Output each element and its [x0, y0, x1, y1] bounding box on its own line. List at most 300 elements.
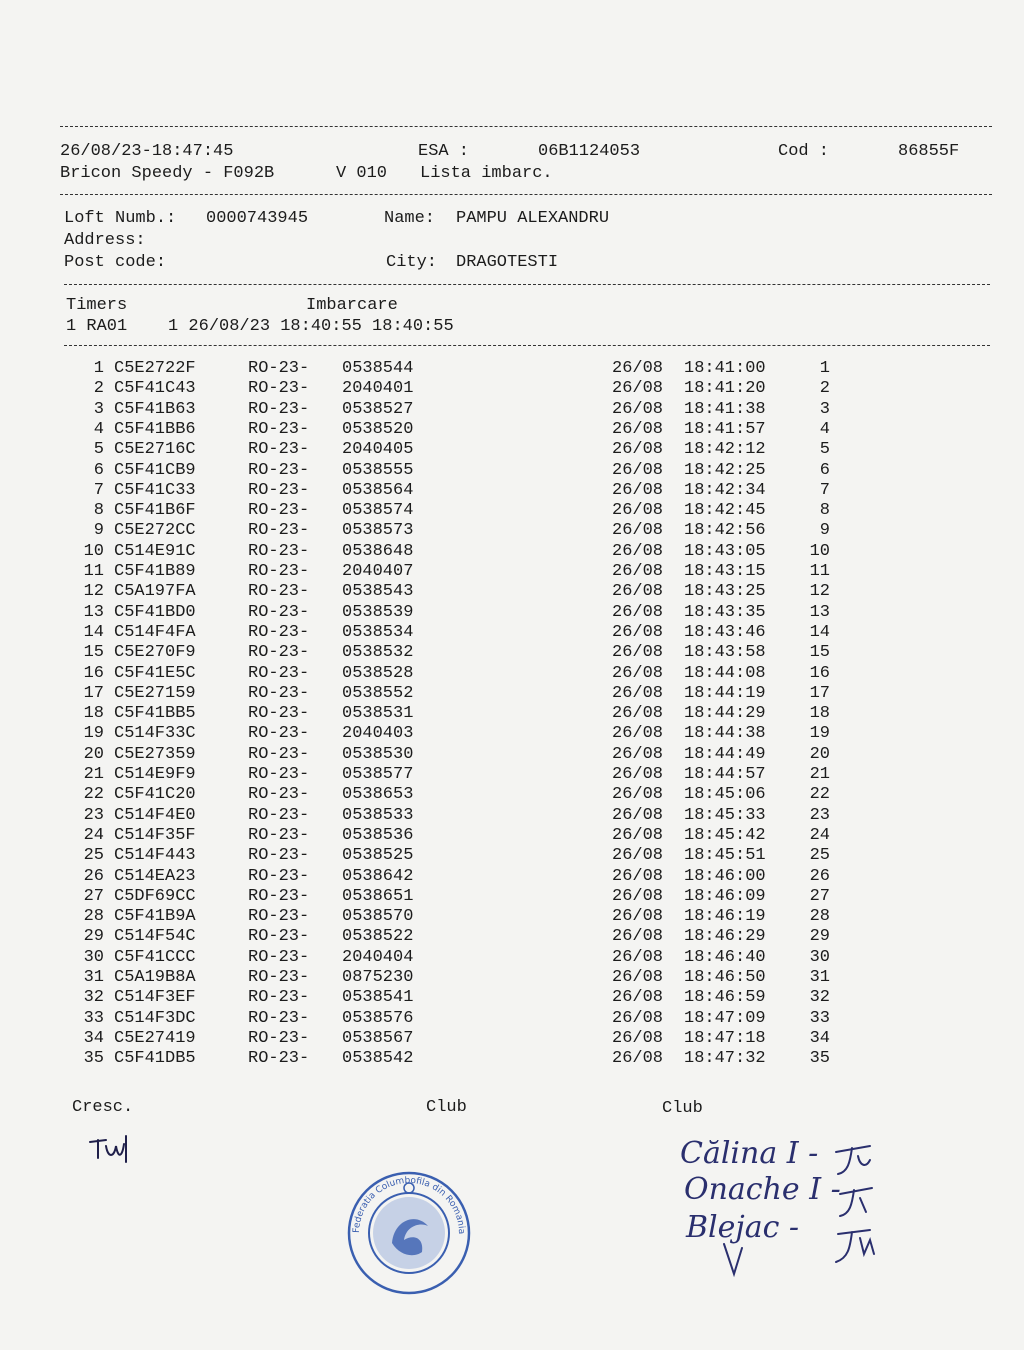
cell-num: 0538542: [342, 1049, 414, 1069]
table-row: [0, 420, 1024, 440]
cell-pos: 6: [819, 460, 830, 480]
cell-idx: 5: [93, 440, 104, 460]
table-row: [0, 1049, 1024, 1069]
cell-pos: 17: [809, 683, 830, 703]
cell-ring: RO-23-: [248, 541, 310, 561]
cell-date: 26/08: [612, 744, 664, 764]
cell-ring: RO-23-: [248, 501, 310, 521]
breeder-signature: [86, 1132, 146, 1172]
cell-num: 0538555: [342, 460, 414, 480]
cell-idx: 24: [83, 825, 104, 845]
cell-idx: 15: [83, 643, 104, 663]
cell-ring: RO-23-: [248, 1049, 310, 1069]
cell-pos: 3: [819, 399, 830, 419]
cell-time: 18:46:59: [684, 988, 766, 1008]
cell-pos: 16: [809, 663, 830, 683]
table-row: [0, 887, 1024, 907]
cell-code: C5F41E5C: [114, 663, 196, 683]
cod-value: 86855F: [898, 142, 960, 161]
cell-code: C5F41C33: [114, 480, 196, 500]
table-row: [0, 745, 1024, 765]
cell-time: 18:44:29: [684, 704, 766, 724]
cell-num: 0538552: [342, 683, 414, 703]
cell-code: C5F41BD0: [114, 602, 196, 622]
cell-ring: RO-23-: [248, 846, 310, 866]
cell-num: 0538570: [342, 907, 414, 927]
cell-time: 18:44:19: [684, 683, 766, 703]
cell-num: 0538642: [342, 866, 414, 886]
cell-num: 0538520: [342, 419, 414, 439]
cell-code: C5E272CC: [114, 521, 196, 541]
table-row: [0, 501, 1024, 521]
cell-num: 0538530: [342, 744, 414, 764]
cell-num: 0538534: [342, 622, 414, 642]
cell-time: 18:46:00: [684, 866, 766, 886]
timers-label: Timers: [66, 296, 128, 315]
table-row: [0, 379, 1024, 399]
timer-line: 1 RA01 1 26/08/23 18:40:55 18:40:55: [66, 317, 454, 336]
cell-code: C5F41B63: [114, 399, 196, 419]
cell-num: 0875230: [342, 968, 414, 987]
cell-code: C5A197FA: [114, 582, 196, 602]
divider-owner: [64, 284, 990, 285]
cell-time: 18:44:08: [684, 663, 766, 683]
cell-code: C5F41CB9: [114, 460, 196, 480]
device-version: V 010: [336, 164, 388, 183]
cell-date: 26/08: [612, 846, 664, 866]
cell-idx: 6: [93, 460, 104, 480]
cell-num: 0538567: [342, 1028, 414, 1048]
table-row: [0, 1029, 1024, 1049]
divider-header: [60, 194, 992, 195]
cell-ring: RO-23-: [248, 622, 310, 642]
cell-idx: 27: [83, 886, 104, 906]
cell-num: 0538576: [342, 1008, 414, 1028]
cell-time: 18:41:57: [684, 419, 766, 439]
cell-time: 18:42:56: [684, 521, 766, 541]
cell-ring: RO-23-: [248, 663, 310, 683]
table-row: [0, 684, 1024, 704]
table-row: [0, 846, 1024, 866]
cell-pos: 33: [809, 1008, 830, 1028]
cell-code: C5E2716C: [114, 440, 196, 460]
cell-date: 26/08: [612, 1028, 664, 1048]
handwritten-initials: [830, 1142, 890, 1272]
cell-code: C5F41BB5: [114, 704, 196, 724]
cell-date: 26/08: [612, 379, 664, 399]
table-row: [0, 400, 1024, 420]
cell-idx: 1: [93, 359, 104, 378]
table-row: [0, 968, 1024, 988]
cell-ring: RO-23-: [248, 521, 310, 541]
cell-num: 0538564: [342, 480, 414, 500]
cell-code: C5E2722F: [114, 359, 196, 378]
cell-code: C5F41C43: [114, 379, 196, 399]
cell-num: 0538531: [342, 704, 414, 724]
cell-time: 18:43:15: [684, 562, 766, 581]
cell-code: C514E9F9: [114, 765, 196, 784]
cell-code: C514F54C: [114, 927, 196, 947]
address-label: Address:: [64, 231, 146, 250]
table-row: [0, 988, 1024, 1008]
cell-ring: RO-23-: [248, 886, 310, 906]
cell-date: 26/08: [612, 440, 664, 460]
divider-timers: [64, 345, 990, 346]
cell-ring: RO-23-: [248, 744, 310, 764]
cell-time: 18:41:38: [684, 399, 766, 419]
cell-code: C514F443: [114, 846, 196, 866]
table-row: [0, 704, 1024, 724]
cell-code: C5F41CCC: [114, 947, 196, 967]
cell-ring: RO-23-: [248, 399, 310, 419]
cell-num: 0538527: [342, 399, 414, 419]
cell-date: 26/08: [612, 622, 664, 642]
cod-label: Cod :: [778, 142, 830, 161]
cell-num: 0538651: [342, 886, 414, 906]
cell-time: 18:45:33: [684, 805, 766, 825]
cell-code: C514F35F: [114, 825, 196, 845]
cell-code: C5F41B6F: [114, 501, 196, 521]
cell-time: 18:43:35: [684, 602, 766, 622]
cell-ring: RO-23-: [248, 765, 310, 784]
cell-pos: 26: [809, 866, 830, 886]
cell-date: 26/08: [612, 480, 664, 500]
cell-pos: 25: [809, 846, 830, 866]
cell-time: 18:47:09: [684, 1008, 766, 1028]
table-row: [0, 461, 1024, 481]
cell-time: 18:44:49: [684, 744, 766, 764]
imbarcare-label: Imbarcare: [306, 296, 398, 315]
cell-ring: RO-23-: [248, 683, 310, 703]
city-label: City:: [386, 253, 438, 272]
cell-time: 18:46:19: [684, 907, 766, 927]
cell-num: 0538544: [342, 359, 414, 378]
postcode-label: Post code:: [64, 253, 167, 272]
table-row: [0, 582, 1024, 602]
cell-date: 26/08: [612, 886, 664, 906]
table-row: [0, 440, 1024, 460]
table-row: [0, 806, 1024, 826]
table-row: [0, 765, 1024, 785]
header-datetime: 26/08/23-18:47:45: [60, 142, 234, 161]
cell-num: 0538522: [342, 927, 414, 947]
table-row: [0, 643, 1024, 663]
cell-code: C5F41B89: [114, 562, 196, 581]
cell-ring: RO-23-: [248, 1028, 310, 1048]
cell-pos: 5: [819, 440, 830, 460]
cell-num: 2040404: [342, 947, 414, 967]
cell-pos: 32: [809, 988, 830, 1008]
cell-time: 18:44:38: [684, 724, 766, 744]
cell-num: 0538525: [342, 846, 414, 866]
cell-pos: 24: [809, 825, 830, 845]
cell-pos: 13: [809, 602, 830, 622]
cell-idx: 7: [93, 480, 104, 500]
cell-code: C514F3EF: [114, 988, 196, 1008]
cell-code: C5F41B9A: [114, 907, 196, 927]
cell-idx: 14: [83, 622, 104, 642]
cell-date: 26/08: [612, 541, 664, 561]
list-title: Lista imbarc.: [420, 164, 553, 183]
cell-num: 0538653: [342, 785, 414, 805]
club-label-1: Club: [426, 1098, 467, 1117]
cell-code: C5DF69CC: [114, 886, 196, 906]
cell-idx: 9: [93, 521, 104, 541]
cell-pos: 8: [819, 501, 830, 521]
table-row: [0, 785, 1024, 805]
cell-pos: 2: [819, 379, 830, 399]
cell-code: C514E91C: [114, 541, 196, 561]
device-name: Bricon Speedy - F092B: [60, 164, 275, 183]
cell-code: C5A19B8A: [114, 968, 196, 987]
cell-code: C514F4FA: [114, 622, 196, 642]
divider-top: [60, 126, 992, 127]
table-row: [0, 907, 1024, 927]
cell-date: 26/08: [612, 724, 664, 744]
cell-pos: 22: [809, 785, 830, 805]
cell-idx: 34: [83, 1028, 104, 1048]
cell-code: C5E27159: [114, 683, 196, 703]
cell-ring: RO-23-: [248, 927, 310, 947]
cell-ring: RO-23-: [248, 379, 310, 399]
table-row: [0, 948, 1024, 968]
cell-num: 0538648: [342, 541, 414, 561]
loft-value: 0000743945: [206, 209, 309, 228]
cell-code: C514EA23: [114, 866, 196, 886]
cell-pos: 21: [809, 765, 830, 784]
cell-time: 18:44:57: [684, 765, 766, 784]
table-row: [0, 623, 1024, 643]
cell-time: 18:43:46: [684, 622, 766, 642]
cell-pos: 27: [809, 886, 830, 906]
cell-date: 26/08: [612, 663, 664, 683]
handwritten-name-1: Călina I -: [680, 1136, 819, 1171]
cell-idx: 33: [83, 1008, 104, 1028]
cell-num: 2040401: [342, 379, 414, 399]
cell-idx: 32: [83, 988, 104, 1008]
cell-idx: 2: [93, 379, 104, 399]
cell-date: 26/08: [612, 582, 664, 602]
cell-idx: 17: [83, 683, 104, 703]
cell-num: 0538577: [342, 765, 414, 784]
cell-time: 18:46:09: [684, 886, 766, 906]
table-row: [0, 481, 1024, 501]
cell-pos: 34: [809, 1028, 830, 1048]
cresc-label: Cresc.: [72, 1098, 134, 1117]
cell-idx: 35: [83, 1049, 104, 1069]
stamp-text: Federatia Columbofila din Romania: [351, 1175, 467, 1235]
cell-date: 26/08: [612, 359, 664, 378]
table-row: [0, 1009, 1024, 1029]
cell-date: 26/08: [612, 602, 664, 622]
cell-date: 26/08: [612, 907, 664, 927]
cell-code: C5F41BB6: [114, 419, 196, 439]
cell-idx: 29: [83, 927, 104, 947]
cell-date: 26/08: [612, 968, 664, 987]
cell-date: 26/08: [612, 683, 664, 703]
cell-ring: RO-23-: [248, 440, 310, 460]
cell-num: 0538539: [342, 602, 414, 622]
cell-pos: 12: [809, 582, 830, 602]
cell-ring: RO-23-: [248, 704, 310, 724]
cell-num: 0538533: [342, 805, 414, 825]
cell-time: 18:47:32: [684, 1049, 766, 1069]
cell-time: 18:45:06: [684, 785, 766, 805]
cell-date: 26/08: [612, 785, 664, 805]
cell-idx: 21: [83, 765, 104, 784]
cell-num: 0538573: [342, 521, 414, 541]
cell-time: 18:41:20: [684, 379, 766, 399]
federation-stamp: [344, 1168, 474, 1298]
cell-num: 0538543: [342, 582, 414, 602]
cell-pos: 28: [809, 907, 830, 927]
cell-date: 26/08: [612, 419, 664, 439]
cell-idx: 12: [83, 582, 104, 602]
table-row: [0, 542, 1024, 562]
cell-date: 26/08: [612, 805, 664, 825]
cell-pos: 11: [809, 562, 830, 581]
cell-code: C5F41DB5: [114, 1049, 196, 1069]
esa-label: ESA :: [418, 142, 470, 161]
cell-ring: RO-23-: [248, 460, 310, 480]
cell-pos: 35: [809, 1049, 830, 1069]
cell-time: 18:42:34: [684, 480, 766, 500]
cell-ring: RO-23-: [248, 947, 310, 967]
cell-date: 26/08: [612, 399, 664, 419]
cell-pos: 18: [809, 704, 830, 724]
cell-date: 26/08: [612, 521, 664, 541]
cell-time: 18:45:51: [684, 846, 766, 866]
cell-pos: 1: [819, 359, 830, 378]
cell-idx: 10: [83, 541, 104, 561]
cell-num: 0538574: [342, 501, 414, 521]
cell-pos: 23: [809, 805, 830, 825]
cell-idx: 19: [83, 724, 104, 744]
cell-idx: 18: [83, 704, 104, 724]
cell-num: 2040403: [342, 724, 414, 744]
cell-date: 26/08: [612, 643, 664, 663]
cell-ring: RO-23-: [248, 582, 310, 602]
table-row: [0, 562, 1024, 582]
cell-date: 26/08: [612, 988, 664, 1008]
cell-date: 26/08: [612, 704, 664, 724]
cell-code: C514F33C: [114, 724, 196, 744]
cell-code: C514F3DC: [114, 1008, 196, 1028]
cell-pos: 29: [809, 927, 830, 947]
cell-time: 18:43:05: [684, 541, 766, 561]
cell-time: 18:42:25: [684, 460, 766, 480]
cell-ring: RO-23-: [248, 805, 310, 825]
cell-pos: 19: [809, 724, 830, 744]
cell-ring: RO-23-: [248, 785, 310, 805]
cell-ring: RO-23-: [248, 359, 310, 378]
table-row: [0, 603, 1024, 623]
handwritten-underline: [720, 1240, 750, 1280]
cell-pos: 20: [809, 744, 830, 764]
cell-num: 0538541: [342, 988, 414, 1008]
cell-idx: 28: [83, 907, 104, 927]
cell-date: 26/08: [612, 562, 664, 581]
cell-pos: 4: [819, 419, 830, 439]
cell-idx: 20: [83, 744, 104, 764]
cell-time: 18:41:00: [684, 359, 766, 378]
cell-idx: 8: [93, 501, 104, 521]
handwritten-name-3: Blejac -: [686, 1210, 800, 1245]
cell-idx: 11: [83, 562, 104, 581]
table-row: [0, 867, 1024, 887]
cell-date: 26/08: [612, 501, 664, 521]
cell-pos: 31: [809, 968, 830, 987]
cell-idx: 30: [83, 947, 104, 967]
table-row: [0, 927, 1024, 947]
cell-num: 0538528: [342, 663, 414, 683]
cell-time: 18:46:29: [684, 927, 766, 947]
cell-date: 26/08: [612, 927, 664, 947]
club-label-2: Club: [662, 1099, 703, 1118]
cell-code: C514F4E0: [114, 805, 196, 825]
cell-date: 26/08: [612, 825, 664, 845]
cell-pos: 14: [809, 622, 830, 642]
cell-time: 18:43:58: [684, 643, 766, 663]
cell-pos: 9: [819, 521, 830, 541]
cell-num: 2040405: [342, 440, 414, 460]
handwritten-name-2: Onache I -: [684, 1172, 841, 1207]
table-row: [0, 359, 1024, 379]
cell-idx: 3: [93, 399, 104, 419]
cell-pos: 15: [809, 643, 830, 663]
cell-ring: RO-23-: [248, 866, 310, 886]
cell-time: 18:42:45: [684, 501, 766, 521]
table-row: [0, 664, 1024, 684]
cell-time: 18:42:12: [684, 440, 766, 460]
cell-ring: RO-23-: [248, 724, 310, 744]
cell-date: 26/08: [612, 1008, 664, 1028]
cell-idx: 4: [93, 419, 104, 439]
cell-ring: RO-23-: [248, 907, 310, 927]
city-value: DRAGOTESTI: [456, 253, 559, 272]
cell-idx: 16: [83, 663, 104, 683]
loft-label: Loft Numb.:: [64, 209, 177, 228]
cell-time: 18:43:25: [684, 582, 766, 602]
cell-time: 18:46:50: [684, 968, 766, 987]
cell-date: 26/08: [612, 947, 664, 967]
cell-idx: 22: [83, 785, 104, 805]
cell-time: 18:46:40: [684, 947, 766, 967]
cell-date: 26/08: [612, 866, 664, 886]
name-label: Name:: [384, 209, 436, 228]
cell-ring: RO-23-: [248, 825, 310, 845]
table-row: [0, 826, 1024, 846]
cell-idx: 13: [83, 602, 104, 622]
cell-time: 18:47:18: [684, 1028, 766, 1048]
cell-date: 26/08: [612, 1049, 664, 1069]
cell-ring: RO-23-: [248, 480, 310, 500]
cell-code: C5E27359: [114, 744, 196, 764]
cell-code: C5F41C20: [114, 785, 196, 805]
cell-ring: RO-23-: [248, 602, 310, 622]
cell-idx: 25: [83, 846, 104, 866]
cell-num: 2040407: [342, 562, 414, 581]
cell-ring: RO-23-: [248, 643, 310, 663]
cell-ring: RO-23-: [248, 988, 310, 1008]
table-row: [0, 521, 1024, 541]
name-value: PAMPU ALEXANDRU: [456, 209, 610, 228]
cell-ring: RO-23-: [248, 562, 310, 581]
cell-idx: 26: [83, 866, 104, 886]
cell-idx: 31: [83, 968, 104, 987]
table-row: [0, 724, 1024, 744]
cell-pos: 30: [809, 947, 830, 967]
